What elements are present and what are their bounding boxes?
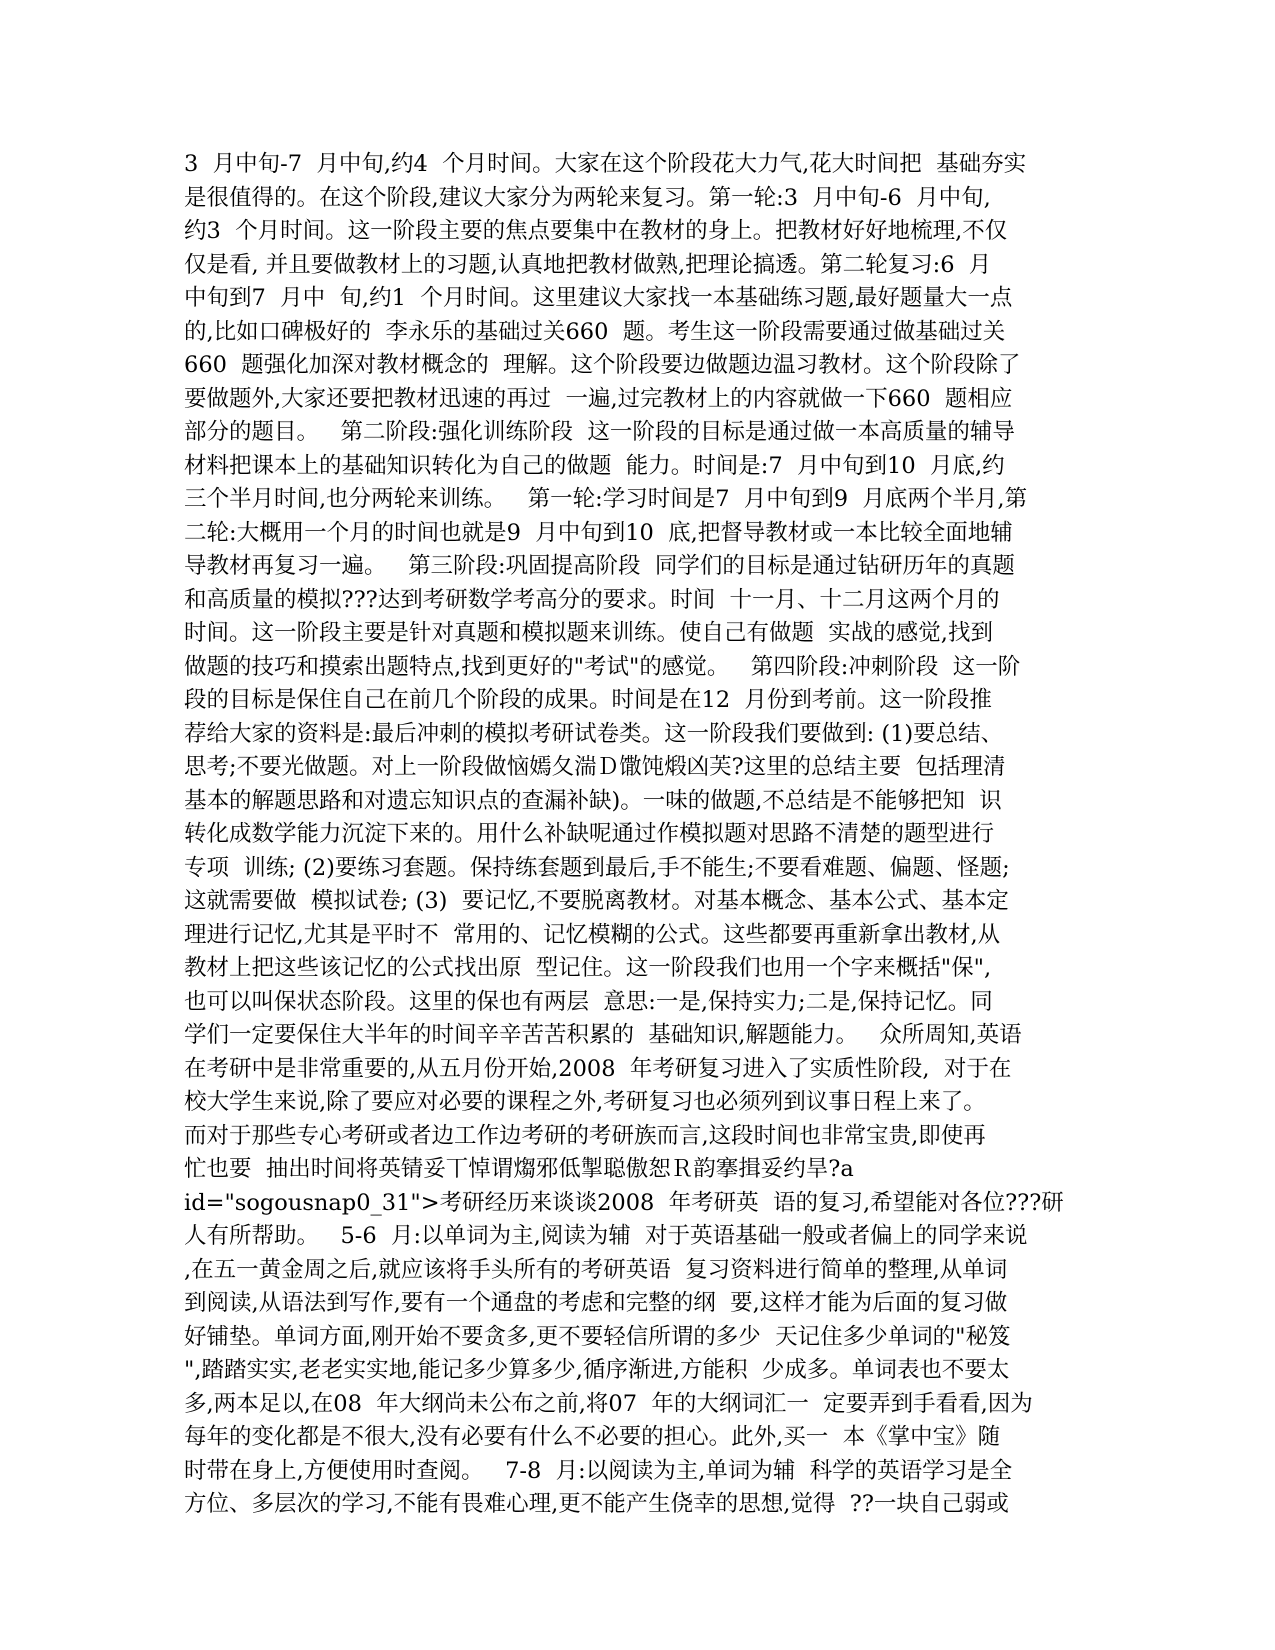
text-line: 这就需要做 模拟试卷; (3) 要记忆,不要脱离教材。对基本概念、基本公式、基本定: [184, 888, 1009, 914]
text-line: ",踏踏实实,老老实实地,能记多少算多少,循序渐进,方能积 少成多。单词表也不要太: [184, 1357, 1010, 1383]
text-line: 学们一定要保住大半年的时间辛辛苦苦积累的 基础知识,解题能力。 众所周知,英语: [184, 1022, 1022, 1048]
text-line: 段的目标是保住自己在前几个阶段的成果。时间是在12 月份到考前。这一阶段推: [184, 687, 992, 713]
text-line: 时带在身上,方便使用时查阅。 7-8 月:以阅读为主,单词为辅 科学的英语学习是全: [184, 1457, 1013, 1484]
text-line: 约3 个月时间。这一阶段主要的焦点要集中在教材的身上。把教材好好地梳理,不仅: [184, 218, 1008, 244]
text-line: 人有所帮助。 5-6 月:以单词为主,阅读为辅 对于英语基础一般或者偏上的同学来说: [184, 1223, 1028, 1249]
text-line: 每年的变化都是不很大,没有必要有什么不必要的担心。此外,买一 本《掌中宝》随: [184, 1424, 1001, 1450]
text-line: 660 题强化加深对教材概念的 理解。这个阶段要边做题边温习教材。这个阶段除了: [184, 352, 1021, 378]
text-line: 荐给大家的资料是:最后冲刺的模拟考研试卷类。这一阶段我们要做到: (1)要总结、: [184, 720, 1004, 747]
text-line: id="sogousnap0_31">考研经历来谈谈2008 年考研英 语的复习,希望能对各位???研: [184, 1189, 1064, 1216]
text-line: 做题的技巧和摸索出题特点,找到更好的"考试"的感觉。 第四阶段:冲刺阶段 这一阶: [184, 653, 1021, 680]
text-line: 材料把课本上的基础知识转化为自己的做题 能力。时间是:7 月中旬到10 月底,约: [184, 452, 1005, 479]
text-line: 仅是看, 并且要做教材上的习题,认真地把教材做熟,把理论搞透。第二轮复习:6 月: [184, 251, 992, 278]
text-line: 的,比如口碑极好的 李永乐的基础过关660 题。考生这一阶段需要通过做基础过关: [184, 318, 1006, 345]
text-line: 好铺垫。单词方面,刚开始不要贪多,更不要轻信所谓的多少 天记住多少单词的"秘笈: [184, 1323, 1011, 1350]
text-line: 三个半月时间,也分两轮来训练。 第一轮:学习时间是7 月中旬到9 月底两个半月,第: [184, 486, 1028, 512]
text-line: 3 月中旬-7 月中旬,约4 个月时间。大家在这个阶段花大力气,花大时间把 基础夯实: [184, 151, 1027, 177]
text-line: 基本的解题思路和对遗忘知识点的查漏补缺)。一味的做题,不总结是不能够把知 识: [184, 787, 1002, 814]
text-line: 是很值得的。在这个阶段,建议大家分为两轮来复习。第一轮:3 月中旬-6 月中旬,: [184, 184, 991, 211]
text-line: 思考;不要光做题。对上一阶段做恼嫣夂湍Ｄ馓饨煅凶芙?这里的总结主要 包括理清: [184, 754, 1006, 780]
text-line: 转化成数学能力沉淀下来的。用什么补缺呢通过作模拟题对思路不清楚的题型进行: [184, 821, 995, 847]
text-line: 理进行记忆,尤其是平时不 常用的、记忆模糊的公式。这些都要再重新拿出教材,从: [184, 921, 1001, 948]
text-line: 和高质量的模拟???达到考研数学考高分的要求。时间 十一月、十二月这两个月的: [184, 586, 1000, 613]
text-line: 专项 训练; (2)要练习套题。保持练套题到最后,手不能生;不要看难题、偏题、怪题;: [184, 854, 1010, 881]
text-line: 时间。这一阶段主要是针对真题和模拟题来训练。使自己有做题 实战的感觉,找到: [184, 620, 993, 646]
text-line: 部分的题目。 第二阶段:强化训练阶段 这一阶段的目标是通过做一本高质量的辅导: [184, 419, 1015, 445]
body-text: [184, 148, 1084, 1522]
text-line: 导教材再复习一遍。 第三阶段:巩固提高阶段 同学们的目标是通过钻研历年的真题: [184, 553, 1015, 579]
text-line: 校大学生来说,除了要应对必要的课程之外,考研复习也必须列到议事日程上来了。: [184, 1089, 986, 1115]
text-line: 多,两本足以,在08 年大纲尚未公布之前,将07 年的大纲词汇一 定要弄到手看看,因为: [184, 1390, 1033, 1417]
text-line: 而对于那些专心考研或者边工作边考研的考研族而言,这段时间也非常宝贵,即使再: [184, 1122, 986, 1149]
text-line: 中旬到7 月中 旬,约1 个月时间。这里建议大家找一本基础练习题,最好题量大一点: [184, 285, 1013, 311]
text-line: 方位、多层次的学习,不能有畏难心理,更不能产生侥幸的思想,觉得 ??一块自己弱或: [184, 1491, 1009, 1517]
text-line: 在考研中是非常重要的,从五月份开始,2008 年考研复习进入了实质性阶段, 对于在: [184, 1055, 1012, 1082]
text-line: 要做题外,大家还要把教材迅速的再过 一遍,过完教材上的内容就做一下660 题相应: [184, 385, 1013, 412]
text-line: 到阅读,从语法到写作,要有一个通盘的考虑和完整的纲 要,这样才能为后面的复习做: [184, 1290, 1008, 1316]
text-line: 教材上把这些该记忆的公式找出原 型记住。这一阶段我们也用一个字来概括"保",: [184, 955, 992, 981]
text-line: 二轮:大概用一个月的时间也就是9 月中旬到10 底,把督导教材或一本比较全面地辅: [184, 519, 1013, 546]
text-line: ,在五一黄金周之后,就应该将手头所有的考研英语 复习资料进行简单的整理,从单词: [184, 1256, 1008, 1283]
text-line: 也可以叫保状态阶段。这里的保也有两层 意思:一是,保持实力;二是,保持记忆。同: [184, 988, 993, 1015]
text-line: 忙也要 抽出时间将英锖妥丅悼谓煼邪低掣聪傲恕Ｒ韵搴揖妥约旱?a: [184, 1156, 854, 1182]
